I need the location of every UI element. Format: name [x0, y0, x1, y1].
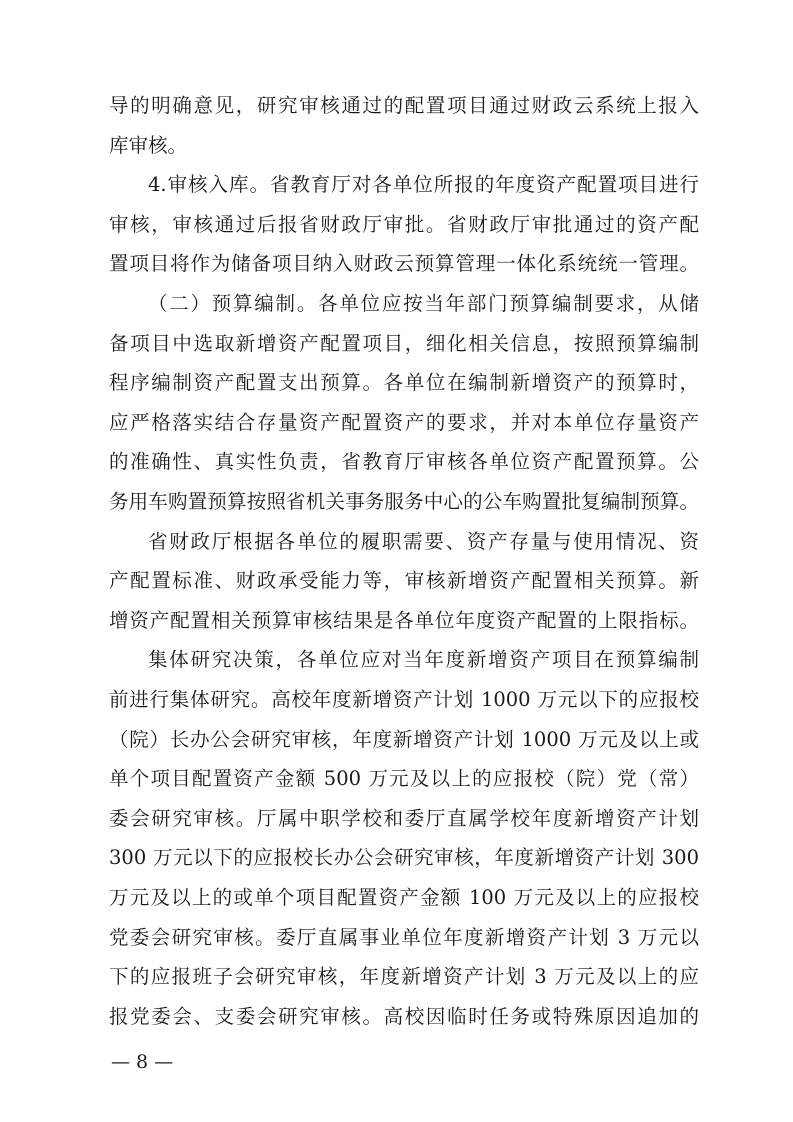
text-line: 下的应报班子会研究审核，年度新增资产计划 3 万元及以上的应	[109, 965, 699, 989]
text-line: 集体研究决策，各单位应对当年度新增资产项目在预算编制	[148, 648, 699, 672]
text-line: （二）预算编制。各单位应按当年部门预算编制要求，从储	[148, 292, 699, 315]
text-line: 300 万元以下的应报校长办公会研究审核，年度新增资产计划 300	[109, 846, 699, 870]
text-line: （院）长办公会研究审核，年度新增资产计划 1000 万元及以上或	[109, 727, 699, 751]
text-line: 库审核。	[109, 133, 188, 157]
text-line: 委会研究审核。厅属中职学校和委厅直属学校年度新增资产计划	[109, 806, 699, 830]
text-line: 审核，审核通过后报省财政厅审批。省财政厅审批通过的资产配	[109, 212, 699, 236]
text-line: 4.审核入库。省教育厅对各单位所报的年度资产配置项目进行	[148, 173, 699, 197]
text-line: 报党委会、支委会研究审核。高校因临时任务或特殊原因追加的	[109, 1004, 699, 1028]
text-line: 程序编制资产配置支出预算。各单位在编制新增资产的预算时，	[109, 371, 699, 395]
page-number: — 8 —	[111, 1051, 174, 1074]
text-line: 备项目中选取新增资产配置项目，细化相关信息，按照预算编制	[109, 331, 699, 355]
text-line: 的准确性、真实性负责，省教育厅审核各单位资产配置预算。公	[109, 450, 699, 474]
text-line: 置项目将作为储备项目纳入财政云预算管理一体化系统统一管理。	[109, 252, 699, 276]
text-line: 党委会研究审核。委厅直属事业单位年度新增资产计划 3 万元以	[109, 925, 699, 949]
text-line: 产配置标准、财政承受能力等，审核新增资产配置相关预算。新	[109, 569, 699, 593]
text-line: 万元及以上的或单个项目配置资产金额 100 万元及以上的应报校	[109, 886, 699, 909]
text-line: 务用车购置预算按照省机关事务服务中心的公车购置批复编制预算。	[109, 490, 699, 513]
text-line: 应严格落实结合存量资产配置资产的要求，并对本单位存量资产	[109, 410, 699, 434]
text-line: 增资产配置相关预算审核结果是各单位年度资产配置的上限指标。	[109, 608, 699, 632]
text-line: 省财政厅根据各单位的履职需要、资产存量与使用情况、资	[148, 529, 699, 553]
text-line: 前进行集体研究。高校年度新增资产计划 1000 万元以下的应报校	[109, 688, 699, 711]
text-line: 单个项目配置资产金额 500 万元及以上的应报校（院）党（常）	[109, 767, 699, 791]
text-line: 导的明确意见，研究审核通过的配置项目通过财政云系统上报入	[109, 94, 699, 117]
